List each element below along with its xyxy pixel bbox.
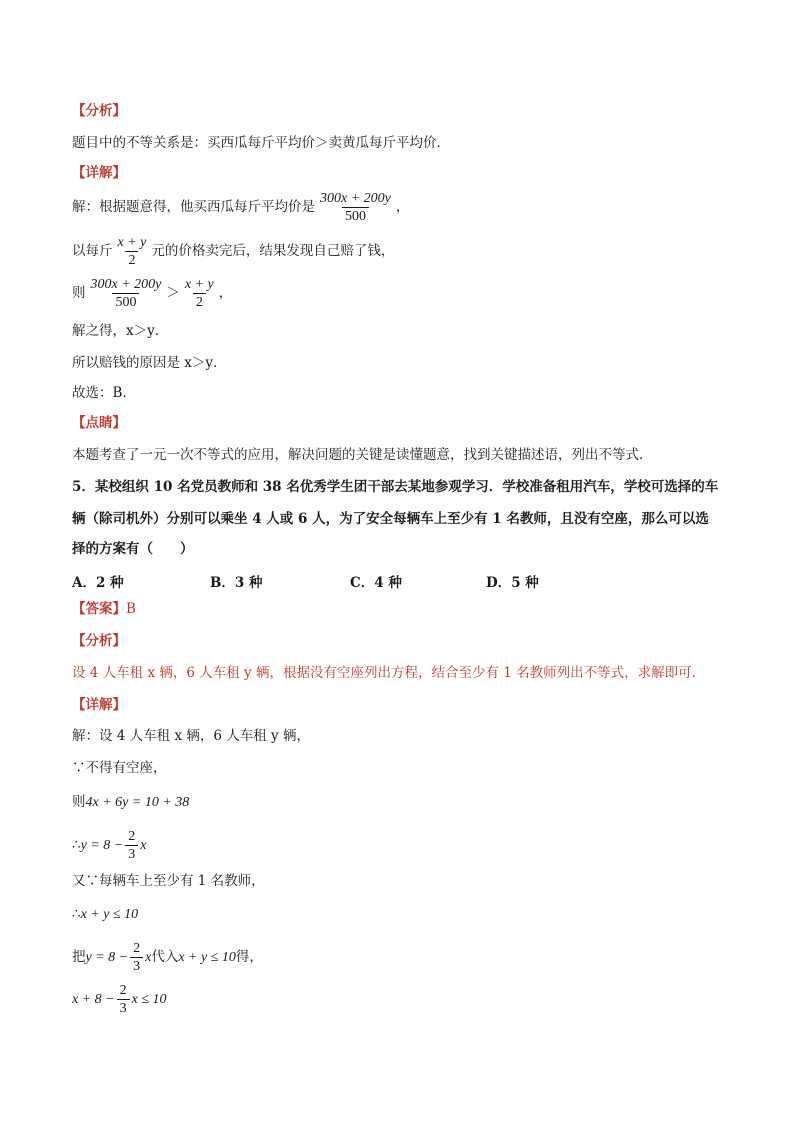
solution-line-1	[72, 190, 409, 225]
solution-line-3	[72, 276, 232, 311]
solution-text: 解：根据题意得，他买西瓜每斤平均价是	[72, 199, 315, 215]
therefore-symbol: ∴	[72, 906, 81, 922]
detail-tag: 【详解】	[72, 697, 126, 713]
inequality: x + 8 −	[72, 992, 115, 1007]
greater-than-sign: ＞	[166, 285, 180, 301]
fraction	[117, 982, 130, 1017]
inequality: x + y ≤ 10	[80, 907, 139, 922]
fraction	[88, 276, 165, 311]
option-d: D．5 种	[486, 575, 539, 591]
solution-text: ，	[218, 285, 233, 301]
fraction-denominator: 3	[117, 999, 130, 1017]
fraction-denominator: 500	[112, 293, 139, 311]
answer-value: B	[126, 601, 136, 617]
solution-line-5: 所以赔钱的原因是 x＞y．	[72, 355, 227, 371]
answer-line	[72, 600, 136, 618]
question-line-2: 辆（除司机外）分别可以乘坐 4 人或 6 人，为了安全每辆车上至少有 1 名教师，且没有空座，那么可以选	[72, 511, 709, 527]
fraction-denominator: 2	[193, 293, 206, 311]
detail-text: 则	[72, 794, 86, 810]
inequality: x + y ≤ 10	[178, 950, 236, 965]
question-line-3: 择的方案有（ ）	[72, 541, 194, 557]
inequality: x ≤ 10	[131, 992, 167, 1007]
fraction-numerator: 2	[128, 829, 136, 844]
option-b: B．3 种	[210, 575, 263, 591]
fraction-denominator: 2	[125, 251, 138, 269]
comment-text: 本题考查了一元一次不等式的应用，解决问题的关键是读懂题意，找到关键描述语，列出不等式．	[72, 447, 653, 463]
detail-line-8	[72, 982, 167, 1017]
solution-line-4: 解之得，x＞y．	[72, 323, 169, 339]
equation: x	[140, 838, 147, 853]
fraction-numerator: x + y	[117, 235, 147, 250]
comment-tag: 【点睛】	[72, 415, 126, 431]
analysis-tag: 【分析】	[72, 633, 126, 649]
option-a: A．2 种	[72, 575, 124, 591]
detail-text: 得，	[235, 949, 263, 965]
solution-line-2	[72, 234, 394, 269]
solution-text: 元的价格卖完后，结果发现自己赔了钱，	[151, 243, 395, 259]
detail-line-3	[72, 793, 189, 812]
fraction	[130, 940, 143, 975]
fraction-numerator: x + y	[184, 277, 214, 292]
question-line-1: 5．某校组织 10 名党员教师和 38 名优秀学生团干部去某地参观学习．学校准备租用汽车，学校可选择的车	[72, 479, 719, 495]
solution-text: 则	[72, 285, 86, 301]
detail-line-2: ∵不得有空座，	[72, 760, 167, 776]
detail-text: 把	[72, 949, 86, 965]
detail-line-1: 解：设 4 人车租 x 辆，6 人车租 y 辆，	[72, 728, 310, 744]
detail-line-5: 又∵每辆车上至少有 1 名教师，	[72, 873, 265, 889]
fraction	[125, 828, 138, 863]
therefore-symbol: ∴	[72, 837, 81, 853]
detail-line-6	[72, 905, 138, 924]
analysis-tag: 【分析】	[72, 103, 126, 119]
detail-tag: 【详解】	[72, 165, 126, 181]
fraction-numerator: 2	[119, 983, 127, 998]
detail-line-4	[72, 828, 146, 863]
fraction-numerator: 2	[133, 941, 141, 956]
fraction-numerator: 300x + 200y	[320, 191, 391, 206]
solution-line-6: 故选：B．	[72, 385, 136, 401]
analysis-text: 设 4 人车租 x 辆，6 人车租 y 辆，根据没有空座列出方程，结合至少有 1 名教师列出不等式，求解即可．	[72, 665, 706, 681]
fraction-denominator: 3	[125, 845, 138, 863]
option-c: C．4 种	[350, 575, 402, 591]
fraction	[317, 190, 394, 225]
equation: x	[145, 950, 152, 965]
detail-line-7	[72, 940, 263, 975]
fraction-numerator: 300x + 200y	[90, 277, 162, 292]
fraction-denominator: 3	[130, 957, 143, 975]
equation: y = 8 −	[85, 950, 129, 965]
detail-text: 代入	[151, 949, 179, 965]
solution-text: 以每斤	[72, 243, 113, 259]
fraction	[115, 234, 150, 269]
equation: y = 8 −	[80, 838, 124, 853]
answer-tag: 【答案】	[72, 601, 126, 617]
fraction-denominator: 500	[342, 207, 369, 225]
equation: 4x + 6y = 10 + 38	[85, 795, 190, 810]
fraction	[182, 276, 217, 311]
solution-text: ，	[395, 199, 410, 215]
analysis-text: 题目中的不等关系是：买西瓜每斤平均价＞卖黄瓜每斤平均价．	[72, 135, 450, 151]
